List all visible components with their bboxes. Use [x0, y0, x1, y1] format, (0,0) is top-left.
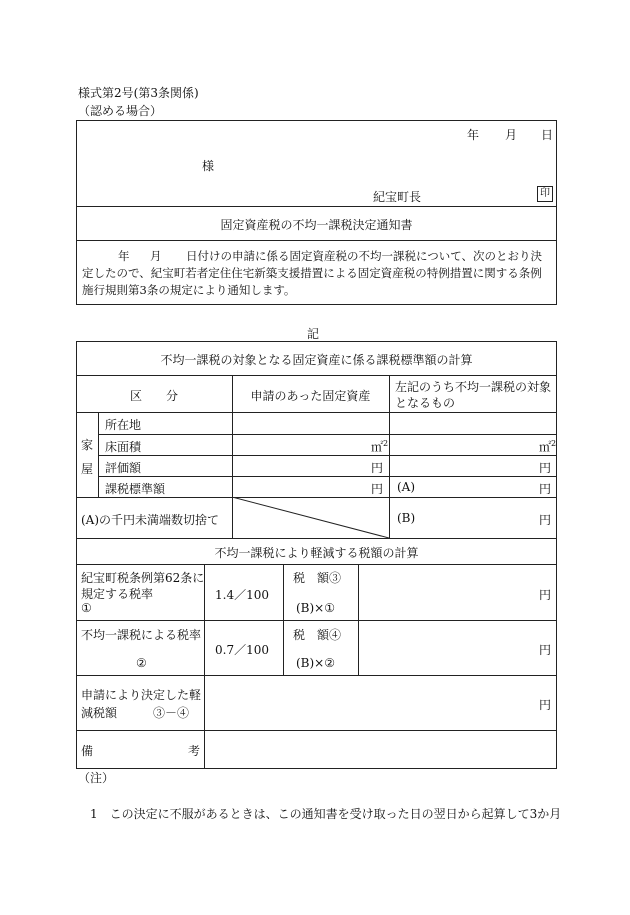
table-line — [98, 476, 557, 477]
header-day: 日 — [541, 128, 554, 142]
body-year: 年 — [118, 249, 130, 263]
remarks-char-1: 備 — [81, 744, 94, 758]
table-line — [358, 564, 359, 675]
r2-tax-label: 税 額④ — [293, 628, 342, 642]
ki-label: 記 — [307, 327, 320, 341]
unit-m2-text: ㎡ — [539, 440, 552, 454]
table-line — [76, 564, 557, 565]
table-line — [76, 375, 557, 376]
unit-yen: 円 — [539, 482, 552, 496]
kaoku-char-1: 家 — [81, 438, 94, 452]
r1-label-line3: ① — [81, 601, 92, 615]
unit-m2-target — [539, 438, 556, 455]
note-item-1: 1 この決定に不服があるときは、この通知書を受け取った日の翌日から起算して3か月 — [90, 807, 562, 821]
col-target-line1: 左記のうち不均一課税の対象 — [395, 380, 552, 394]
table-line — [283, 564, 284, 675]
mark-a: (A) — [397, 480, 416, 494]
header-year: 年 — [467, 128, 480, 142]
table-line — [98, 412, 99, 497]
issuer-name: 紀宝町長 — [373, 190, 422, 204]
row-location: 所在地 — [105, 418, 142, 432]
unit-yen: 円 — [371, 482, 384, 496]
header-month: 月 — [505, 128, 518, 142]
row-valuation: 評価額 — [105, 461, 142, 475]
unit-yen: 円 — [539, 588, 552, 602]
unit-m2-text: ㎡ — [371, 440, 384, 454]
form-id: 様式第2号(第3条関係) — [78, 86, 199, 100]
table-line — [98, 455, 557, 456]
r2-label-line1: 不均一課税による税率 — [81, 628, 202, 642]
r1-tax-label: 税 額③ — [293, 571, 342, 585]
col-applied: 申請のあった固定資産 — [250, 389, 371, 403]
r1-rate: 1.4／100 — [215, 588, 269, 602]
body-month: 月 — [150, 249, 162, 263]
kaoku-char-2: 屋 — [81, 462, 94, 476]
unit-yen: 円 — [371, 461, 384, 475]
table-line — [76, 620, 557, 621]
unit-m2-applied — [371, 438, 388, 455]
notice-body-text: 日付けの申請に係る固定資産税の不均一課税について、次のとおり決定したので、紀宝町若者定住住宅新築支援措置による固定資産税の特例措置に関する条例施行規則第3条の規定により通知します。 — [82, 249, 543, 297]
unit-m2-sup: 2 — [383, 439, 389, 448]
mark-b: (B) — [397, 511, 416, 525]
remarks-char-2: 考 — [188, 744, 201, 758]
col-kubun: 区 分 — [129, 389, 178, 403]
r1-formula: (B)×① — [296, 601, 335, 615]
note-label: （注） — [78, 771, 115, 785]
table-line — [76, 730, 557, 731]
row-round-down: (A)の千円未満端数切捨て — [81, 513, 220, 527]
table-line — [76, 412, 557, 413]
table-title-1: 不均一課税の対象となる固定資産に係る課税標準額の計算 — [160, 353, 473, 367]
divider — [76, 240, 557, 241]
r1-label-line2: 規定する税率 — [81, 587, 154, 601]
r2-formula: (B)×② — [296, 656, 335, 670]
table-title-2: 不均一課税により軽減する税額の計算 — [214, 546, 419, 560]
r2-rate: 0.7／100 — [215, 643, 269, 657]
r3-label-line1: 申請により決定した軽 — [81, 688, 202, 702]
diagonal-strike — [232, 497, 389, 538]
unit-yen: 円 — [539, 461, 552, 475]
divider — [76, 206, 557, 207]
unit-yen: 円 — [539, 513, 552, 527]
seal-mark: 印 — [537, 186, 553, 202]
row-floor-area: 床面積 — [105, 440, 142, 454]
table-line — [204, 564, 205, 769]
r2-label-line2: ② — [136, 656, 147, 670]
table-line — [98, 434, 557, 435]
unit-m2-sup: 2 — [551, 439, 557, 448]
unit-yen: 円 — [539, 643, 552, 657]
table-line — [389, 375, 390, 538]
unit-yen: 円 — [539, 698, 552, 712]
table-line — [76, 538, 557, 539]
addressee-suffix: 様 — [202, 159, 215, 173]
form-case: （認める場合） — [78, 104, 163, 118]
r1-label-line1: 紀宝町税条例第62条に — [81, 571, 205, 585]
table-line — [76, 675, 557, 676]
notice-title: 固定資産税の不均一課税決定通知書 — [220, 218, 413, 232]
row-tax-base: 課税標準額 — [105, 482, 166, 496]
col-target-line2: となるもの — [395, 396, 456, 410]
r3-label-line2: 減税額 ③－④ — [81, 706, 190, 720]
